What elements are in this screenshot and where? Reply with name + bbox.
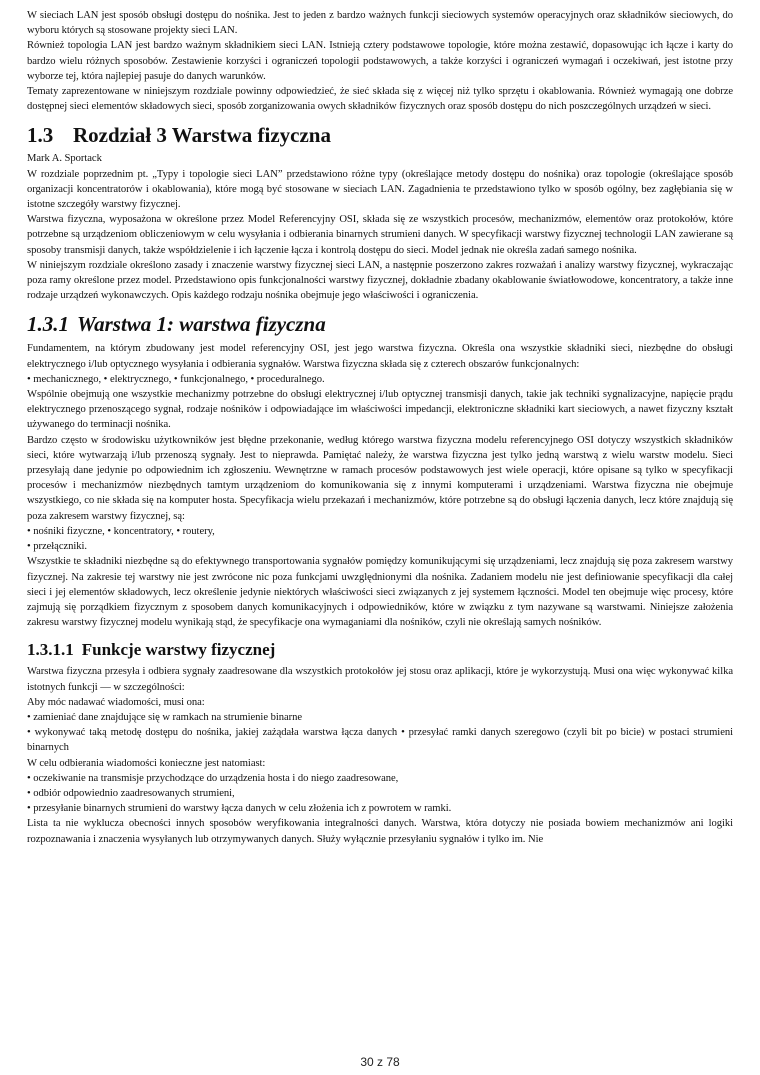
intro-paragraph: W sieciach LAN jest sposób obsługi dostępu do nośnika. Jest to jeden z bardzo ważnych funkcji sieciowych systemów operacyjnych oraz składników sieciowych, do wyboru których są stosowane projekty sieci LAN.	[27, 10, 733, 37]
section-1-3-1	[27, 311, 733, 630]
document-page	[27, 8, 733, 847]
body-paragraph: W rozdziale poprzednim pt. „Typy i topologie sieci LAN” przedstawiono różne typy (określające metody dostępu do nośnika) oraz topologie (określające sposób organizacji koncentratorów i okablowania), które mogą być stosowane w sieciach LAN. Zagadnienia te przedstawiono tylko w sposób ogólny, bez zagłębiania się w istotne szczegóły warstwy fizycznej.	[27, 168, 733, 211]
section-1-3	[27, 122, 733, 303]
page-number: 30 z 78	[360, 1055, 400, 1069]
intro-section	[27, 8, 733, 114]
subsection-heading	[27, 311, 733, 337]
subsubsection-number: 1.3.1.1	[27, 640, 74, 660]
intro-paragraph: Tematy zaprezentowane w niniejszym rozdziale powinny odpowiedzieć, że sieć składa się z więcej niż tylko sprzętu i okablowania. Również wymagają one dobrze dostępnej sieci elementów składowych sieci, sposób zorganizowania owych składników fizycznych oraz sposób dostępu do nich poszczególnych urządzeń w sieci.	[27, 86, 733, 113]
body-paragraph: Warstwa fizyczna, wyposażona w określone przez Model Referencyjny OSI, składa się ze wszystkich procesów, mechanizmów, elementów oraz protokołów, które potrzebne są urządzeniom obliczeniowym w celu wysyłania i odbierania binarnych strumieni danych. W specyfikacji warstwy fizycznej technologii LAN zawierane są sposoby transmisji danych, także współdzielenie i ich łączenie łącza i kontrolą dostępu do sieci. Model jednak nie określa zadań samego nośnika.	[27, 214, 733, 256]
body-paragraph: Warstwa fizyczna przesyła i odbiera sygnały zaadresowane dla wszystkich protokołów jej stosu oraz aplikacji, które je wykorzystują. Musi ona więc wykonywać kilka istotnych funkcji — w szczególności:	[27, 666, 733, 693]
bullet-line: • oczekiwanie na transmisje przychodzące do urządzenia hosta i do niego zaadresowane,	[27, 772, 399, 784]
bullet-line: • nośniki fizyczne, • koncentratory, • routery,	[27, 525, 215, 537]
bullet-line: • przesyłanie binarnych strumieni do warstwy łącza danych w celu złożenia ich z powrotem w ramki.	[27, 803, 452, 815]
bullet-line: • odbiór odpowiednio zaadresowanych strumieni,	[27, 787, 235, 799]
bullet-line: • mechanicznego, • elektrycznego, • funkcjonalnego, • proceduralnego.	[27, 373, 325, 385]
subsubsection-heading	[27, 639, 733, 661]
body-paragraph: Aby móc nadawać wiadomości, musi ona:	[27, 696, 205, 708]
body-paragraph: Fundamentem, na którym zbudowany jest model referencyjny OSI, jest jego warstwa fizyczna. Określa ona wszystkie składniki sieci, niezbędne do obsługi elektrycznego i/lub optycznego wysyłania i odbierania sygnałów. Warstwa fizyczna składa się z czterech obszarów funkcjonalnych:	[27, 343, 733, 370]
section-number: 1.3	[27, 123, 54, 148]
subsubsection-title: Funkcje warstwy fizycznej	[81, 640, 276, 660]
body-paragraph: Wszystkie te składniki niezbędne są do efektywnego transportowania sygnałów pomiędzy komunikującymi się urządzeniami, lecz znajdują się poza zakresem warstwy fizycznej. Na zakresie tej warstwy nie jest zwrócone nic poza funkcjami uwzględnionymi dla nośnika. Zadaniem modelu nie jest definiowanie specyfikacji dla całej sieci i jej elementów składowych, lecz określenie jedynie niektórych właściwości sieci związanych z jej systemem łączności. Model ten obejmuje więc procesy, które zajmują się porządkiem fizycznym z sposobem danych komunikacyjnych i odpowiedników, które w związku z tym nazywane są warstwami. Niniejsze założenia zakresu warstwy fizycznej modelu wynikają stąd, że specyfikacje ona wymaganiami dla nośników, czyli nie określają samych nośników.	[27, 556, 733, 629]
author-line: Mark A. Sportack	[27, 153, 102, 165]
subsection-title: Warstwa 1: warstwa fizyczna	[77, 312, 326, 337]
body-paragraph: Lista ta nie wyklucza obecności innych sposobów weryfikowania integralności danych. Warstwa, która dotyczy nie posiada bowiem mechanizmów ani logiki rozpoznawania i znaczenia wysyłanych lub otrzymywanych danych. Służy wyłącznie przesyłaniu sygnałów i tylko im. Nie	[27, 818, 733, 845]
body-paragraph: Wspólnie obejmują one wszystkie mechanizmy potrzebne do obsługi elektrycznej i/lub optycznej transmisji danych, takie jak techniki sygnalizacyjne, napięcie prądu elektrycznego przenoszącego sygnał, rodzaje nośników i odpowiadające im właściwości impedancji, elektroniczne składniki kart sieciowych, a nawet fizyczny kształt używanego do terminacji nośnika.	[27, 389, 733, 431]
body-paragraph: W celu odbierania wiadomości konieczne jest natomiast:	[27, 757, 266, 769]
body-paragraph: W niniejszym rozdziale określono zasady i znaczenie warstwy fizycznej sieci LAN, a następnie poszerzono zakres rozważań i analizy warstwy fizycznej, wykraczając poza ramy określone przez model. Przedstawiono opis funkcjonalności warstwy fizycznej, dokładnie zbadany okablowanie światłowodowe, koncentratory, a także inne rodzaje urządzeń wykonawczych. Opis każdego rodzaju nośnika obejmuje jego właściwości i ograniczenia.	[27, 259, 733, 302]
intro-paragraph: Również topologia LAN jest bardzo ważnym składnikiem sieci LAN. Istnieją cztery podstawowe topologie, które można zestawić, dopasowując ich łącze i karty do bardzo wielu różnych sposobów. Zestawienie korzyści i ograniczeń topologii podstawowych, a także korzyści i ograniczeń wymagań i oczekiwań, jest istotne przy wyborze tej, która najlepiej pasuje do danych warunków.	[27, 40, 733, 82]
bullet-line: • wykonywać taką metodę dostępu do nośnika, jakiej zażądała warstwa łącza danych • przesyłać ramki danych szeregowo (czyli bit po bicie) w postaci strumieni binarnych	[27, 727, 733, 754]
bullet-line: • zamieniać dane znajdujące się w ramkach na strumienie binarne	[27, 711, 302, 723]
section-1-3-1-1	[27, 639, 733, 846]
section-heading	[27, 122, 733, 148]
subsection-number: 1.3.1	[27, 312, 69, 337]
body-paragraph: Bardzo często w środowisku użytkowników jest błędne przekonanie, według którego warstwa fizyczna modelu referencyjnego OSI dotyczy wszystkich składników sieci, które wytwarzają i/lub przenoszą sygnały. Jest to nieprawda. Pamiętać należy, że warstwa fizyczna jest tylko jedną warstwą z wielu warstw modelu. Sieci przesyłają dane jedynie po odpowiednim ich zgłoszeniu. Wewnętrzne w ramach procesów podstawowych jest wiele operacji, które opisane są tylko w specyfikacji procesów i mechanizmów niezbędnych tamtym urządzeniom do komunikowania się z innymi komputerami i urządzeniami. Warstwa fizyczna nie obejmuje wszystkiego, co nie składa się na komputer hosta. Specyfikacja wielu przekazań i mechanizmów, które potrzebne są do obsługi łączenia danych, lecz które znajdują się poza zakresem warstwy fizycznej, są:	[27, 434, 733, 522]
bullet-line: • przełączniki.	[27, 541, 88, 553]
section-title: Rozdział 3 Warstwa fizyczna	[73, 123, 331, 148]
